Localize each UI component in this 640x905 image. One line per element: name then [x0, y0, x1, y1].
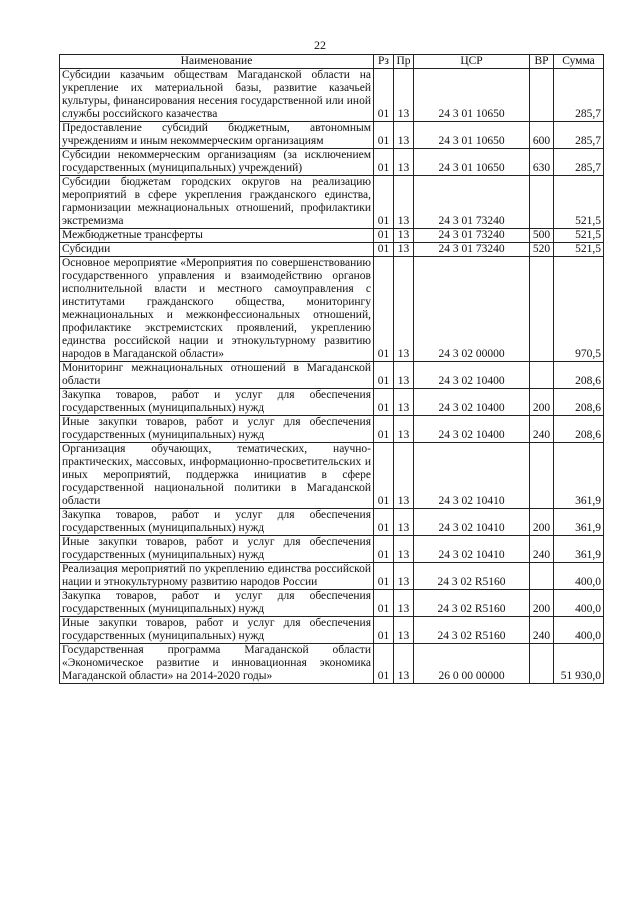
cell-sum: 521,5 [554, 229, 604, 243]
cell-vr: 600 [530, 122, 554, 149]
cell-pr: 13 [394, 257, 414, 362]
table-row [60, 590, 604, 617]
cell-name: Иные закупки товаров, работ и услуг для обеспечения государственных (муниципальных) нужд [60, 416, 374, 443]
cell-csr: 24 3 01 73240 [414, 243, 530, 257]
table-row [60, 509, 604, 536]
cell-vr: 240 [530, 536, 554, 563]
table-row [60, 176, 604, 229]
table-row [60, 229, 604, 243]
cell-rz: 01 [374, 536, 394, 563]
cell-name: Реализация мероприятий по укреплению единства российской нации и этнокультурному развитию народов России [60, 563, 374, 590]
cell-name: Межбюджетные трансферты [60, 229, 374, 243]
cell-vr [530, 644, 554, 684]
header-csr: ЦСР [414, 55, 530, 69]
cell-sum: 51 930,0 [554, 644, 604, 684]
cell-name: Мониторинг межнациональных отношений в Магаданской области [60, 362, 374, 389]
cell-pr: 13 [394, 509, 414, 536]
header-vr: ВР [530, 55, 554, 69]
cell-rz: 01 [374, 122, 394, 149]
cell-pr: 13 [394, 149, 414, 176]
cell-name: Субсидии некоммерческим организациям (за исключением государственных (муниципальных) учреждений) [60, 149, 374, 176]
cell-sum: 400,0 [554, 563, 604, 590]
cell-vr [530, 176, 554, 229]
cell-rz: 01 [374, 563, 394, 590]
cell-csr: 24 3 02 10410 [414, 443, 530, 509]
cell-sum: 208,6 [554, 389, 604, 416]
cell-rz: 01 [374, 243, 394, 257]
cell-pr: 13 [394, 122, 414, 149]
cell-pr: 13 [394, 389, 414, 416]
cell-name: Предоставление субсидий бюджетным, автономным учреждениям и иным некоммерческим организациям [60, 122, 374, 149]
table-body [60, 69, 604, 684]
cell-name: Организация обучающих, тематических, научно-практических, массовых, информационно-просветительских и иных мероприятий, поддержка инициатив в сфере государственной национальной политики в Магаданской области [60, 443, 374, 509]
cell-sum: 521,5 [554, 243, 604, 257]
table-row [60, 443, 604, 509]
cell-vr: 240 [530, 617, 554, 644]
cell-csr: 24 3 02 R5160 [414, 590, 530, 617]
cell-csr: 24 3 01 10650 [414, 69, 530, 122]
cell-sum: 361,9 [554, 443, 604, 509]
cell-name: Субсидии казачьим обществам Магаданской области на укрепление их материальной базы, развитие казачьей культуры, финансирования несения государственной или иной службы российского казачества [60, 69, 374, 122]
cell-sum: 970,5 [554, 257, 604, 362]
cell-csr: 24 3 02 10400 [414, 362, 530, 389]
cell-pr: 13 [394, 229, 414, 243]
cell-pr: 13 [394, 617, 414, 644]
cell-csr: 24 3 02 R5160 [414, 563, 530, 590]
cell-name: Закупка товаров, работ и услуг для обеспечения государственных (муниципальных) нужд [60, 389, 374, 416]
cell-pr: 13 [394, 563, 414, 590]
cell-pr: 13 [394, 443, 414, 509]
cell-rz: 01 [374, 416, 394, 443]
cell-sum: 400,0 [554, 617, 604, 644]
cell-name: Иные закупки товаров, работ и услуг для обеспечения государственных (муниципальных) нужд [60, 617, 374, 644]
cell-name: Субсидии [60, 243, 374, 257]
cell-vr: 520 [530, 243, 554, 257]
cell-pr: 13 [394, 362, 414, 389]
table-header-row [60, 55, 604, 69]
cell-csr: 24 3 02 10410 [414, 509, 530, 536]
cell-rz: 01 [374, 509, 394, 536]
cell-name: Основное мероприятие «Мероприятия по совершенствованию государственного управления и взаимодействию органов исполнительной власти и местного самоуправления с институтами гражданского общества, мониторингу межнациональных и межконфессиональных отношений, профилактике экстремистских проявлений, укреплению единства российской нации и этнокультурному развитию народов в Магаданской области» [60, 257, 374, 362]
cell-rz: 01 [374, 229, 394, 243]
table-row [60, 617, 604, 644]
cell-sum: 208,6 [554, 362, 604, 389]
cell-vr: 200 [530, 509, 554, 536]
cell-sum: 361,9 [554, 509, 604, 536]
cell-pr: 13 [394, 590, 414, 617]
cell-csr: 24 3 02 10400 [414, 389, 530, 416]
cell-pr: 13 [394, 536, 414, 563]
cell-vr [530, 443, 554, 509]
cell-vr [530, 69, 554, 122]
cell-rz: 01 [374, 443, 394, 509]
cell-vr: 200 [530, 389, 554, 416]
table-row [60, 644, 604, 684]
table-row [60, 389, 604, 416]
cell-csr: 24 3 01 73240 [414, 176, 530, 229]
cell-sum: 285,7 [554, 122, 604, 149]
cell-name: Закупка товаров, работ и услуг для обеспечения государственных (муниципальных) нужд [60, 509, 374, 536]
cell-csr: 24 3 02 10400 [414, 416, 530, 443]
table-row [60, 536, 604, 563]
cell-sum: 285,7 [554, 69, 604, 122]
table-row [60, 257, 604, 362]
cell-csr: 24 3 01 10650 [414, 149, 530, 176]
table-row [60, 69, 604, 122]
cell-name: Закупка товаров, работ и услуг для обеспечения государственных (муниципальных) нужд [60, 590, 374, 617]
cell-sum: 361,9 [554, 536, 604, 563]
cell-name: Иные закупки товаров, работ и услуг для обеспечения государственных (муниципальных) нужд [60, 536, 374, 563]
cell-csr: 24 3 02 R5160 [414, 617, 530, 644]
cell-csr: 24 3 02 10410 [414, 536, 530, 563]
cell-sum: 208,6 [554, 416, 604, 443]
cell-rz: 01 [374, 257, 394, 362]
header-sum: Сумма [554, 55, 604, 69]
table-row [60, 563, 604, 590]
cell-pr: 13 [394, 243, 414, 257]
cell-sum: 285,7 [554, 149, 604, 176]
cell-pr: 13 [394, 644, 414, 684]
cell-csr: 24 3 02 00000 [414, 257, 530, 362]
table-row [60, 122, 604, 149]
cell-rz: 01 [374, 590, 394, 617]
table-row [60, 416, 604, 443]
cell-vr [530, 563, 554, 590]
cell-pr: 13 [394, 69, 414, 122]
cell-vr: 200 [530, 590, 554, 617]
cell-sum: 521,5 [554, 176, 604, 229]
cell-csr: 24 3 01 73240 [414, 229, 530, 243]
table-row [60, 149, 604, 176]
cell-pr: 13 [394, 176, 414, 229]
cell-name: Субсидии бюджетам городских округов на реализацию мероприятий в сфере укрепления гражданского единства, гармонизации межнациональных отношений, профилактики экстремизма [60, 176, 374, 229]
header-name: Наименование [60, 55, 374, 69]
table-row [60, 243, 604, 257]
budget-table [59, 54, 604, 684]
cell-vr [530, 257, 554, 362]
cell-csr: 24 3 01 10650 [414, 122, 530, 149]
table-row [60, 362, 604, 389]
cell-name: Государственная программа Магаданской области «Экономическое развитие и инновационная экономика Магаданской области» на 2014-2020 годы» [60, 644, 374, 684]
cell-vr: 630 [530, 149, 554, 176]
cell-rz: 01 [374, 149, 394, 176]
cell-pr: 13 [394, 416, 414, 443]
cell-vr [530, 362, 554, 389]
cell-rz: 01 [374, 69, 394, 122]
cell-vr: 240 [530, 416, 554, 443]
cell-rz: 01 [374, 617, 394, 644]
cell-rz: 01 [374, 389, 394, 416]
cell-rz: 01 [374, 176, 394, 229]
header-pr: Пр [394, 55, 414, 69]
cell-sum: 400,0 [554, 590, 604, 617]
cell-rz: 01 [374, 644, 394, 684]
cell-csr: 26 0 00 00000 [414, 644, 530, 684]
header-rz: Рз [374, 55, 394, 69]
page-number: 22 [314, 38, 326, 52]
cell-rz: 01 [374, 362, 394, 389]
cell-vr: 500 [530, 229, 554, 243]
